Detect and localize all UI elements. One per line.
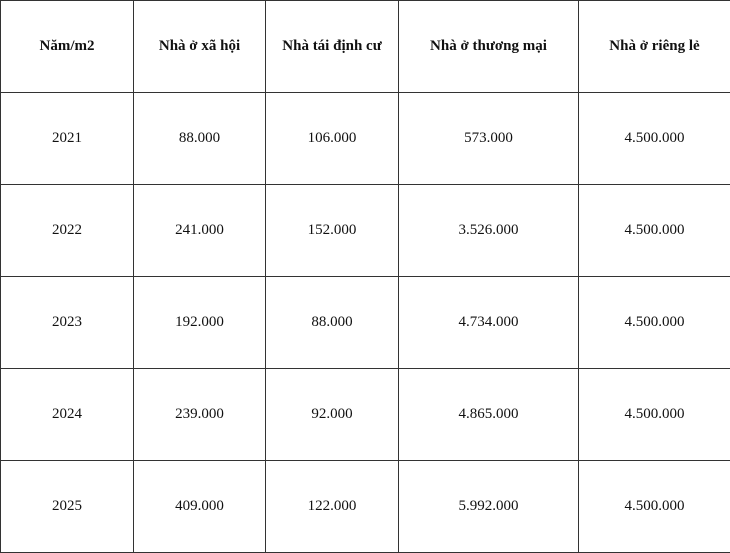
cell-year: 2023: [1, 277, 134, 369]
cell-year: 2022: [1, 185, 134, 277]
cell-social-housing: 239.000: [134, 369, 266, 461]
header-year: Năm/m2: [1, 1, 134, 93]
table-row: [1, 369, 730, 461]
table-row: [1, 461, 730, 553]
table-row: [1, 93, 730, 185]
cell-resettlement-housing: 152.000: [266, 185, 399, 277]
cell-individual-housing: 4.500.000: [579, 277, 730, 369]
cell-social-housing: 192.000: [134, 277, 266, 369]
cell-commercial-housing: 4.865.000: [399, 369, 579, 461]
cell-commercial-housing: 573.000: [399, 93, 579, 185]
cell-resettlement-housing: 92.000: [266, 369, 399, 461]
cell-resettlement-housing: 106.000: [266, 93, 399, 185]
header-row: [1, 1, 730, 93]
cell-individual-housing: 4.500.000: [579, 93, 730, 185]
cell-individual-housing: 4.500.000: [579, 369, 730, 461]
cell-year: 2021: [1, 93, 134, 185]
cell-year: 2024: [1, 369, 134, 461]
header-commercial-housing: Nhà ở thương mại: [399, 1, 579, 93]
header-individual-housing: Nhà ở riêng lẻ: [579, 1, 730, 93]
header-social-housing: Nhà ở xã hội: [134, 1, 266, 93]
cell-individual-housing: 4.500.000: [579, 461, 730, 553]
table-row: [1, 277, 730, 369]
header-resettlement-housing: Nhà tái định cư: [266, 1, 399, 93]
cell-year: 2025: [1, 461, 134, 553]
cell-individual-housing: 4.500.000: [579, 185, 730, 277]
cell-social-housing: 409.000: [134, 461, 266, 553]
cell-social-housing: 241.000: [134, 185, 266, 277]
cell-resettlement-housing: 88.000: [266, 277, 399, 369]
cell-social-housing: 88.000: [134, 93, 266, 185]
cell-commercial-housing: 5.992.000: [399, 461, 579, 553]
cell-commercial-housing: 4.734.000: [399, 277, 579, 369]
cell-commercial-housing: 3.526.000: [399, 185, 579, 277]
cell-resettlement-housing: 122.000: [266, 461, 399, 553]
table-row: [1, 185, 730, 277]
